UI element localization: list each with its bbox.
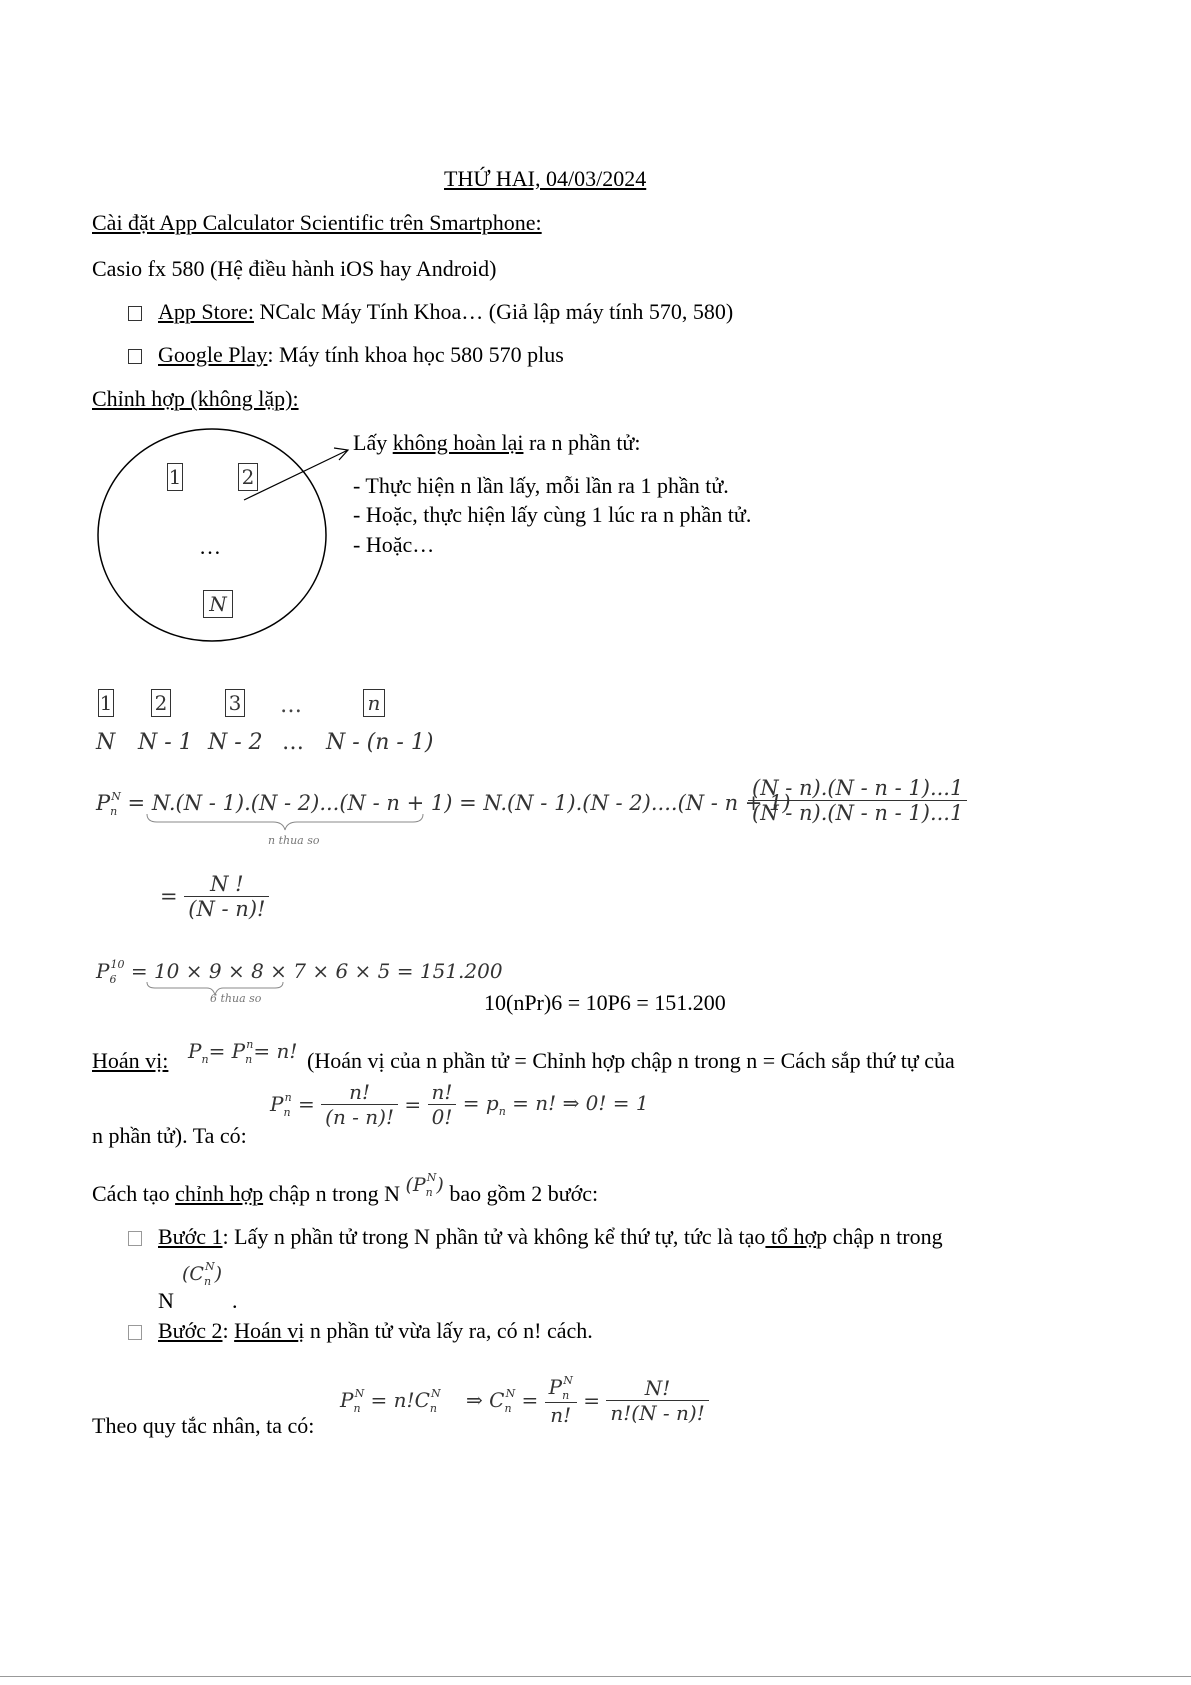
page-bottom-rule [0, 1676, 1191, 1677]
formula-sub: n [110, 805, 118, 818]
final-den1: n! [550, 1403, 572, 1427]
formula-sup: N [111, 790, 121, 803]
intro-underlined: chỉnh hợp [175, 1181, 264, 1206]
example-sub: 6 [109, 973, 117, 986]
store-name: Google Play [158, 342, 268, 367]
store-desc: NCalc Máy Tính Khoa… (Giả lập máy tính 570, 580) [253, 299, 734, 324]
seq-box: 2 [151, 689, 171, 717]
arrangement-formula: $P_n= P_n^n= n$! [188, 1038, 298, 1066]
step1-cont: N [158, 1288, 174, 1313]
intro-end: bao gồm 2 bước: [449, 1181, 599, 1206]
final-den2: n!(N - n)! [610, 1401, 705, 1425]
step-label: Bước 1 [158, 1224, 223, 1249]
bullet-icon [128, 349, 142, 364]
seq-count: N [96, 730, 116, 755]
step-text-b: ị n phần tử vừa lấy ra, có n! cách. [298, 1318, 593, 1343]
arrangement-title: Hoán vị: [92, 1048, 169, 1073]
rule-line: Theo quy tắc nhân, ta có: [92, 1413, 315, 1438]
step-underlined: Hoán v [234, 1318, 299, 1343]
circle-box-N: N [203, 590, 233, 618]
circle-dots: … [199, 534, 221, 559]
step1-period: . [232, 1288, 238, 1313]
method-line: - Hoặc… [353, 532, 435, 557]
casio-line: Casio fx 580 (Hệ điều hành iOS hay Android) [92, 256, 497, 281]
seq-count: N - 1 [138, 730, 193, 755]
derive-tail: = p [462, 1091, 499, 1115]
calc-line: 10(nPr)6 = 10P6 = 151.200 [484, 990, 726, 1015]
derive-tail2: = n! ⇒ 0! = 1 [512, 1091, 649, 1115]
seq-box: n [363, 689, 385, 717]
arrangement-derivation: $P_n^n$ = $\frac{n!}{(n - n)!}$ = $\frac{n!}{0!}$ = $p_n = n$! ⇒ 0! = 1 [270, 1080, 649, 1129]
seq-count: … [282, 730, 304, 755]
formula-lhs: P [96, 791, 111, 815]
result-numerator: N ! [184, 872, 269, 897]
derive-den2: 0! [431, 1105, 453, 1129]
intro-suffix: chập n trong N [263, 1181, 400, 1206]
arrow-line [244, 450, 348, 500]
final-num2: N! [606, 1376, 708, 1401]
store-name: App Store: [158, 299, 254, 324]
arrangement-desc: (Hoán vị của n phần tử = Chỉnh hợp chập n trong n = Cách sắp thứ tự của [307, 1048, 955, 1073]
take-underlined: không hoàn lại [392, 430, 524, 455]
intro-prefix: Cách tạo [92, 1181, 176, 1206]
arr-formula-mid: = P [208, 1039, 246, 1063]
step-text-a: : [222, 1318, 235, 1343]
derive-num2: n! [428, 1080, 457, 1105]
final-num1: P [548, 1375, 563, 1399]
derive-den1: (n - n)! [325, 1105, 395, 1129]
list-item [128, 342, 564, 368]
seq-box: 3 [225, 689, 245, 717]
method-line: - Thực hiện n lần lấy, mỗi lần ra 1 phần tử. [353, 473, 729, 498]
seq-dots: … [280, 693, 302, 718]
list-item [128, 299, 733, 325]
step-underlined: tổ hợ [765, 1224, 817, 1249]
formula-result: = $\frac{N !}{(N - n)!}$ [160, 872, 269, 921]
seq-box: 1 [99, 691, 113, 715]
step-item [128, 1224, 943, 1250]
take-suffix: ra n phần tử: [523, 430, 641, 455]
seq-count: N - 2 [208, 730, 263, 755]
frac-denominator: (N - n).(N - n - 1)...1 [752, 801, 964, 825]
result-denominator: (N - n)! [188, 897, 266, 921]
step-text-a: : Lấy n phần tử trong N phần tử và không kể thứ tự, tức là tạo [222, 1224, 766, 1249]
example-product: = 10 × 9 × 8 × 7 × 6 × 5 = 151.200 [130, 959, 503, 983]
step1-symbol: $(C_n^N)$ [182, 1260, 223, 1288]
seq-count: N - (n - 1) [326, 730, 434, 755]
set-diagram [90, 420, 360, 660]
method-line: - Hoặc, thực hiện lấy cùng 1 lúc ra n phần tử. [353, 502, 752, 527]
take-line [353, 430, 640, 456]
final-lhs: = n!C [370, 1387, 430, 1412]
brace-note: 6 thua so [210, 992, 262, 1005]
brace-note: n thua so [268, 834, 320, 847]
frac-numerator: (N - n).(N - n - 1)...1 [748, 776, 967, 801]
bullet-icon [128, 1325, 142, 1340]
step-label: Bước 2 [158, 1318, 223, 1343]
page-date: THỨ HAI, 04/03/2024 [444, 166, 647, 191]
underbrace [145, 812, 425, 834]
formula-fraction [748, 776, 967, 825]
bullet-icon [128, 306, 142, 321]
final-mid: ⇒ C [466, 1387, 505, 1412]
circle-box-2: 2 [238, 463, 258, 491]
bullet-icon [128, 1231, 142, 1246]
take-prefix: Lấy [353, 430, 393, 455]
final-formula: $P_n^N = n!C_n^N$ ⇒ $C_n^N$ = $\frac{P_n^N}{n!}$ = $\frac{N!}{n!(N - n)!}$ [340, 1374, 709, 1427]
install-title: Cài đặt App Calculator Scientific trên Smartphone: [92, 210, 542, 235]
example-formula: $P_6^{10} = 10 \times 9 \times 8 \times 7 \times 6 \times 5 = 151.200$ [96, 958, 503, 986]
step-item [128, 1318, 593, 1344]
store-desc: : Máy tính khoa học 580 570 plus [267, 342, 564, 367]
example-sup: 10 [110, 958, 125, 971]
circle-box-1: 1 [168, 465, 182, 489]
construction-intro: Cách tạo chỉnh hợp chập n trong N $(P_n^N)$ bao gồm 2 bước: [92, 1171, 599, 1206]
formula-product: = N.(N - 1).(N - 2)...(N - n + 1) = N.(N - 1).(N - 2)....(N - n + 1) [127, 791, 791, 815]
arrangement-desc2: n phần tử). Ta có: [92, 1123, 247, 1148]
derive-num1: n! [321, 1080, 398, 1105]
arr-formula-tail: = n! [253, 1039, 298, 1063]
step-text-b: p chập n trong [816, 1224, 943, 1249]
section-title: Chỉnh hợp (không lặp): [92, 386, 299, 411]
